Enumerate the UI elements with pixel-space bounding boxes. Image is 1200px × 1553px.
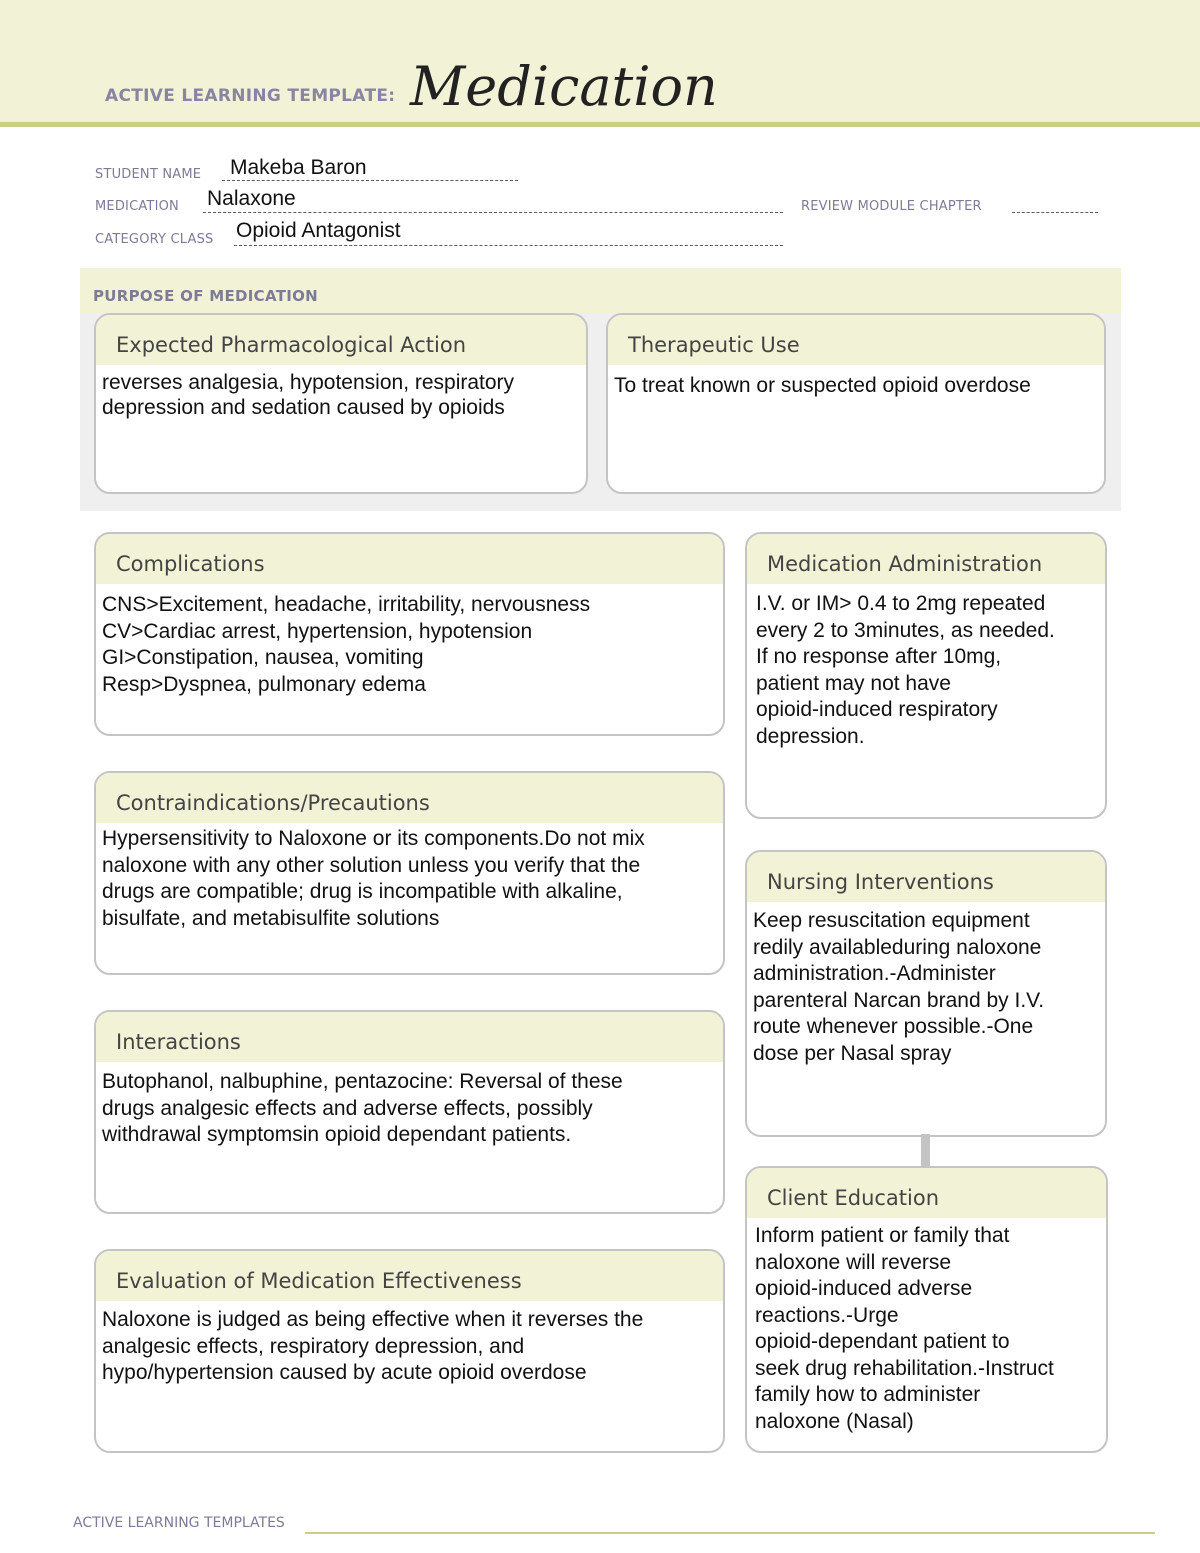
medication-label: MEDICATION: [95, 199, 179, 214]
category-class-line: [234, 245, 783, 246]
complications-text[interactable]: CNS>Excitement, headache, irritability, nervousness CV>Cardiac arrest, hypertension, hypotension GI>Constipation, nausea, vomiting Resp>Dyspnea, pulmonary edema: [102, 593, 591, 696]
medication-administration-box: [745, 532, 1107, 819]
therapeutic-use-box: [606, 313, 1106, 494]
expected-action-text[interactable]: reverses analgesia, hypotension, respiratory depression and sedation caused by opioids: [102, 371, 515, 419]
connector: [921, 1134, 930, 1167]
interactions-title: Interactions: [96, 1012, 723, 1062]
header-rule: [0, 122, 1200, 127]
medication-line: [203, 212, 783, 213]
interactions-text[interactable]: Butophanol, nalbuphine, pentazocine: Reversal of these drugs analgesic effects and adverse effects, possibly withdrawal symptomsin opioid dependant patients.: [102, 1070, 623, 1146]
footer-rule: [305, 1532, 1155, 1534]
review-module-field[interactable]: [1012, 212, 1098, 213]
client-education-text[interactable]: Inform patient or family that naloxone will reverse opioid-induced adverse reactions.-Urge opioid-dependant patient to seek drug rehabilitation.-Instruct family how to administer naloxone (Nasal): [755, 1224, 1054, 1433]
student-name-field[interactable]: Makeba Baron: [230, 156, 367, 179]
review-module-label: REVIEW MODULE CHAPTER: [801, 199, 982, 214]
evaluation-box: [94, 1249, 725, 1453]
category-class-label: CATEGORY CLASS: [95, 232, 214, 247]
therapeutic-use-title: Therapeutic Use: [608, 315, 1104, 365]
medication-administration-text[interactable]: I.V. or IM> 0.4 to 2mg repeated every 2 to 3minutes, as needed. If no response after 10mg, patient may not have opioid-induced respiratory depression.: [756, 592, 1055, 748]
complications-title: Complications: [96, 534, 723, 584]
student-name-label: STUDENT NAME: [95, 167, 202, 182]
page-title: Medication: [410, 55, 718, 118]
medication-field[interactable]: Nalaxone: [207, 187, 296, 210]
contraindications-title: Contraindications/Precautions: [96, 773, 723, 823]
student-name-line: [222, 180, 518, 181]
client-education-title: Client Education: [747, 1168, 1106, 1218]
client-education-box: [745, 1166, 1108, 1453]
expected-action-title: Expected Pharmacological Action: [96, 315, 586, 365]
nursing-interventions-box: [745, 850, 1107, 1137]
contraindications-text[interactable]: Hypersensitivity to Naloxone or its components.Do not mix naloxone with any other solution unless you verify that the drugs are compatible; drug is incompatible with alkaline, bisulfate, and metabisulfite solutions: [102, 827, 645, 930]
medication-administration-title: Medication Administration: [747, 534, 1105, 584]
evaluation-title: Evaluation of Medication Effectiveness: [96, 1251, 723, 1301]
complications-box: [94, 532, 725, 736]
footer-label: ACTIVE LEARNING TEMPLATES: [73, 1515, 285, 1531]
expected-action-box: [94, 313, 588, 494]
interactions-box: [94, 1010, 725, 1214]
template-prefix: ACTIVE LEARNING TEMPLATE:: [105, 86, 396, 106]
nursing-interventions-text[interactable]: Keep resuscitation equipment redily availableduring naloxone administration.-Administer parenteral Narcan brand by I.V. route whenever possible.-One dose per Nasal spray: [753, 909, 1045, 1065]
evaluation-text[interactable]: Naloxone is judged as being effective when it reverses the analgesic effects, respiratory depression, and hypo/hypertension caused by acute opioid overdose: [102, 1308, 644, 1384]
therapeutic-use-text[interactable]: To treat known or suspected opioid overdose: [614, 374, 1031, 397]
nursing-interventions-title: Nursing Interventions: [747, 852, 1105, 902]
contraindications-box: [94, 771, 725, 975]
category-class-field[interactable]: Opioid Antagonist: [236, 219, 401, 242]
purpose-label: PURPOSE OF MEDICATION: [93, 287, 319, 305]
